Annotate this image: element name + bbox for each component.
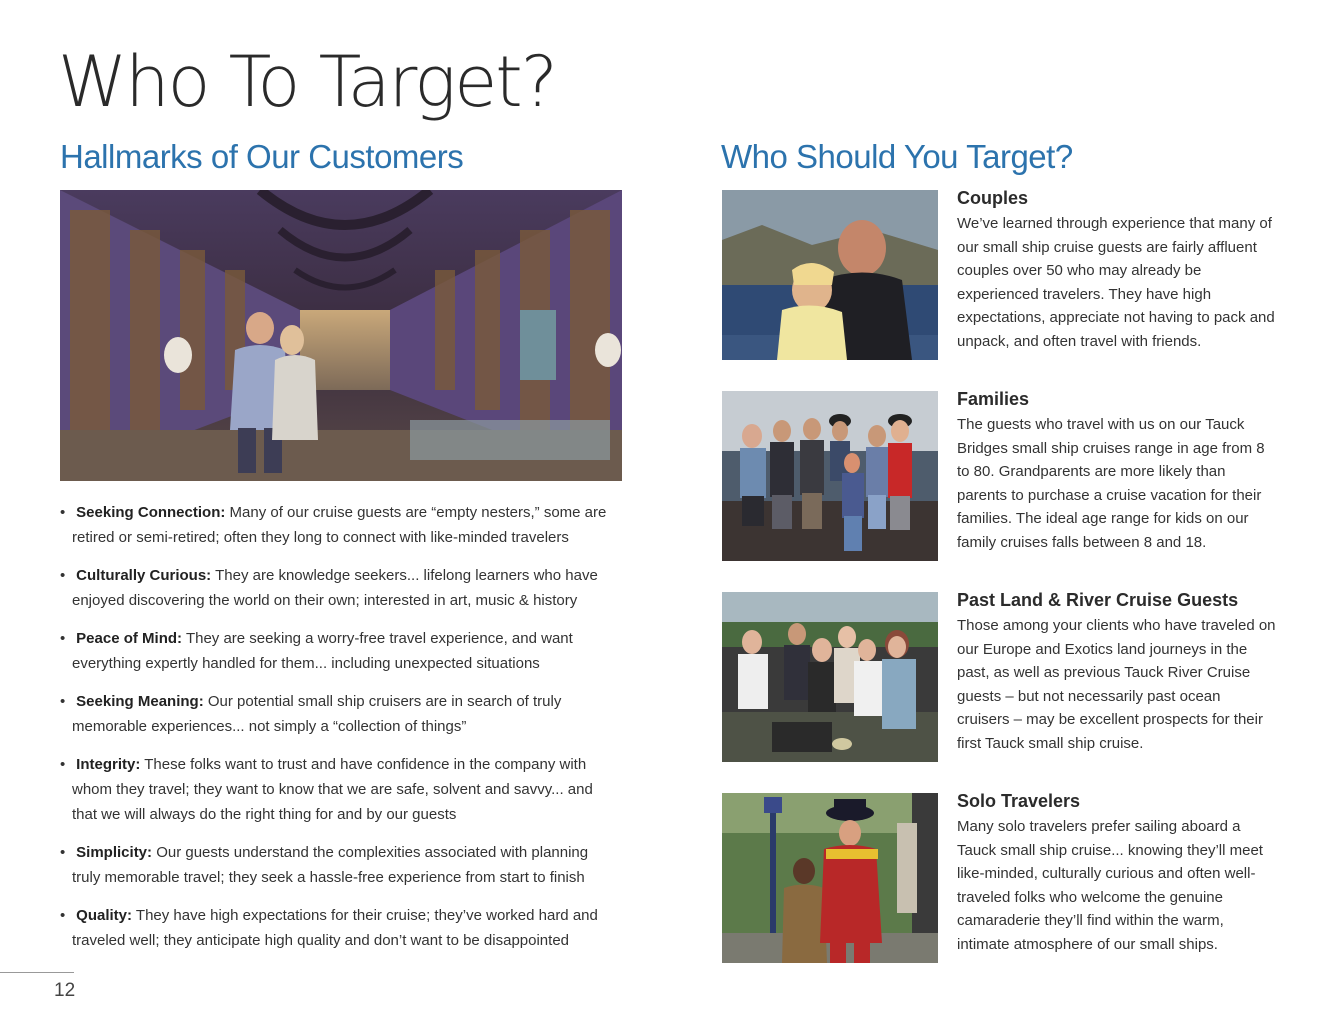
bullet-text: These folks want to trust and have confidence in the company with whom they travel; they want to know that we are safe, solvent and savvy... and that we will always do the right thing for and by our guests <box>72 756 593 823</box>
bullet-label: Quality: <box>76 907 133 924</box>
segment-title: Solo Travelers <box>957 791 1081 811</box>
segment-text: We’ve learned through experience that many of our small ship cruise guests are fairly affluent couples over 50 who may already be experienced travelers. They have high expectations, appreciate not having to pack and unpack, and often travel with friends. <box>957 215 1275 350</box>
list-item: • Peace of Mind: They are seeking a worry-free travel experience, and want everything expertly handled for them... including unexpected situations <box>60 630 573 672</box>
segment-title: Families <box>957 389 1030 409</box>
bullet-text: Our potential small ship cruisers are in search of truly memorable experiences... not simply a “collection of things” <box>72 693 562 735</box>
bullet-label: Seeking Meaning: <box>76 693 204 710</box>
segment-text: The guests who travel with us on our Tauck Bridges small ship cruises range in age from 8 to 80. Grandparents are more likely than parents to purchase a cruise vacation for their families. The ideal age range for kids on our family cruises falls between 8 and 18. <box>957 416 1265 551</box>
segment-text: Many solo travelers prefer sailing aboard a Tauck small ship cruise... knowing they’ll meet like-minded, culturally curious and often well-traveled folks who welcome the genuine camaraderie they’ll find within the warm, intimate atmosphere of our small ships. <box>957 818 1263 953</box>
segment-title: Couples <box>957 188 1029 208</box>
segment-solo-travelers <box>957 790 1277 956</box>
page-title: Who To Target? <box>58 41 556 123</box>
bullet-text: Our guests understand the complexities associated with planning truly memorable travel; they seek a hassle-free experience from start to finish <box>72 844 589 886</box>
library-photo <box>60 190 622 481</box>
list-item: • Quality: They have high expectations for their cruise; they’ve worked hard and traveled well; they anticipate high quality and don’t want to be disappointed <box>60 907 598 949</box>
families-photo <box>722 391 938 561</box>
list-item: • Simplicity: Our guests understand the complexities associated with planning truly memorable travel; they seek a hassle-free experience from start to finish <box>60 844 589 886</box>
segment-couples <box>957 187 1277 353</box>
page-number: 12 <box>54 980 76 1001</box>
bullet-label: Seeking Connection: <box>76 504 226 521</box>
segment-families <box>957 388 1277 554</box>
hallmarks-heading: Hallmarks of Our Customers <box>60 138 464 175</box>
list-item: • Seeking Connection: Many of our cruise guests are “empty nesters,” some are retired or semi-retired; often they long to connect with like-minded travelers <box>60 504 607 546</box>
bullet-text: They are knowledge seekers... lifelong learners who have enjoyed discovering the world on their own; interested in art, music & history <box>72 567 598 609</box>
segment-text: Those among your clients who have traveled on our Europe and Exotics land journeys in the past, as well as previous Tauck River Cruise guests – but not necessarily past ocean cruisers – may be excellent prospects for their first Tauck small ship cruise. <box>957 617 1276 752</box>
bullet-text: They have high expectations for their cruise; they’ve worked hard and traveled well; they anticipate high quality and don’t want to be disappointed <box>72 907 598 949</box>
list-item: • Culturally Curious: They are knowledge seekers... lifelong learners who have enjoyed discovering the world on their own; interested in art, music & history <box>60 567 598 609</box>
bullet-label: Simplicity: <box>76 844 153 861</box>
segment-past-guests <box>957 589 1277 755</box>
hallmarks-list <box>60 500 620 966</box>
past-guests-photo <box>722 592 938 762</box>
bullet-label: Peace of Mind: <box>76 630 183 647</box>
bullet-text: Many of our cruise guests are “empty nesters,” some are retired or semi-retired; often they long to connect with like-minded travelers <box>72 504 607 546</box>
solo-travelers-photo <box>722 793 938 963</box>
bullet-label: Culturally Curious: <box>76 567 212 584</box>
list-item: • Integrity: These folks want to trust and have confidence in the company with whom they travel; they want to know that we are safe, solvent and savvy... and that we will always do the right thing for and by our guests <box>60 756 593 823</box>
bullet-label: Integrity: <box>76 756 141 773</box>
target-heading: Who Should You Target? <box>721 138 1073 175</box>
couples-photo <box>722 190 938 360</box>
list-item: • Seeking Meaning: Our potential small ship cruisers are in search of truly memorable experiences... not simply a “collection of things” <box>60 693 562 735</box>
footer-divider <box>0 972 74 973</box>
segment-title: Past Land & River Cruise Guests <box>957 590 1239 610</box>
bullet-text: They are seeking a worry-free travel experience, and want everything expertly handled for them... including unexpected situations <box>72 630 573 672</box>
